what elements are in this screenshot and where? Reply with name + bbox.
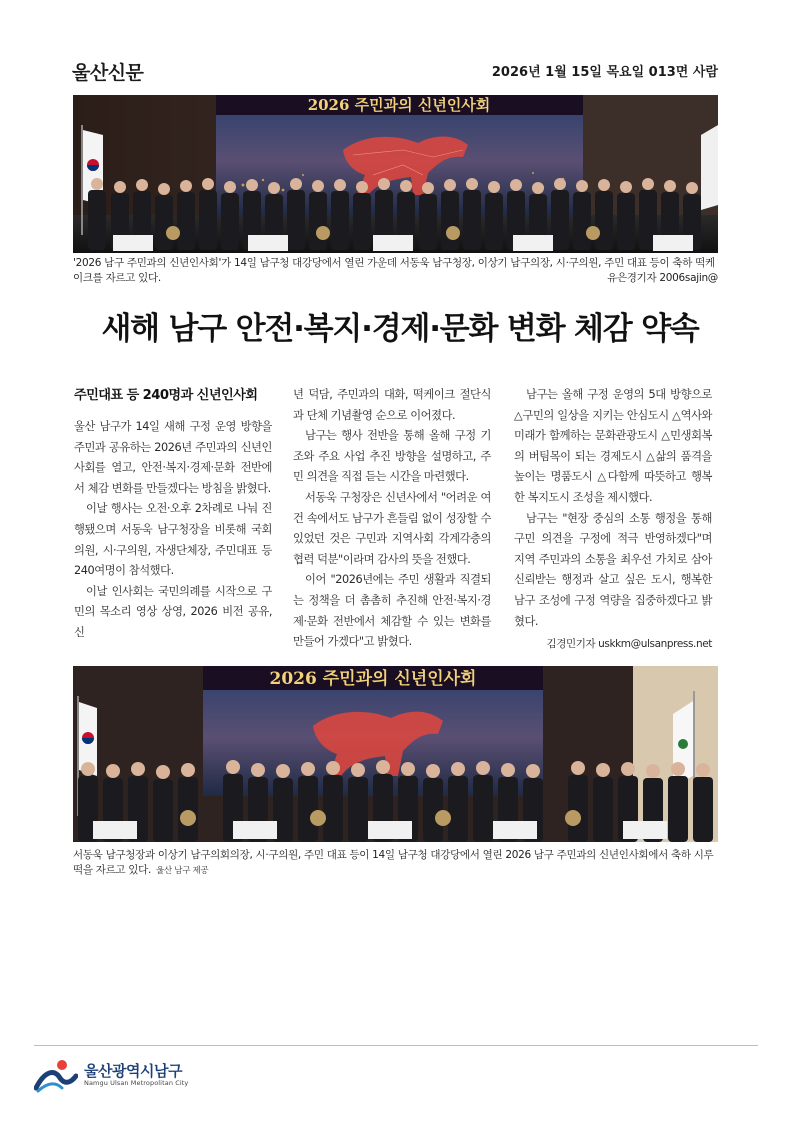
paragraph: 울산 남구가 14일 새해 구정 운영 방향을 주민과 공유하는 2026년 주민과의 신년인사회를 열고, 안전·복지·경제·문화 전반에서 체감 변화를 만들겠다는 방침을 밝혔다. <box>74 420 272 495</box>
paragraph: 이어 "2026년에는 주민 생활과 직결되는 정책을 더 촘촘히 추진해 안전·복지·경제·문화 전반에서 체감할 수 있는 변화를 만들어 가겠다"고 밝혔다. <box>293 573 491 649</box>
district-flag-icon <box>701 125 718 210</box>
article-column-3 <box>514 385 712 655</box>
issue-info: 2026년 1월 15일 목요일 013면 사람 <box>491 65 718 80</box>
organization-name-english: Namgu Ulsan Metropolitan City <box>84 1079 189 1087</box>
paragraph: 남구는 "현장 중심의 소통 행정을 통해 구민 의견을 구정에 적극 반영하겠다"며 지역 주민과의 소통을 최우선 가치로 삼아 신뢰받는 행정과 살고 싶은 도시, 행복한 남구 조성에 구정 역량을 집중하겠다고 밝혔다. <box>514 511 712 628</box>
paragraph: 이날 행사는 오전·오후 2차례로 나눠 진행됐으며 서동욱 남구청장을 비롯해 국회의원, 시·구의원, 자생단체장, 주민대표 등 240여명이 참석했다. <box>74 502 272 578</box>
photo-caption-top <box>73 256 718 286</box>
event-photo-top <box>73 95 718 253</box>
namgu-logo-icon <box>34 1058 78 1094</box>
paragraph: 남구는 올해 구정 운영의 5대 방향으로 △구민의 일상을 지키는 안심도시 △역사와 미래가 함께하는 문화관광도시 △민생회복의 버팀목이 되는 경제도시 △삶의 품격을 높이는 명품도시 △다함께 따뜻하고 행복한 복지도시 조성을 제시했다. <box>514 388 712 504</box>
photo-credit: 울산 남구 제공 <box>156 866 209 876</box>
caption-text: '2026 남구 주민과의 신년인사회'가 14일 남구청 대강당에서 열린 가운데 서동욱 남구청장, 이상기 남구의장, 시·구의원, 주민 대표 등이 축하 떡케이크를 자르고 있다. <box>73 257 715 284</box>
event-photo-bottom <box>73 666 718 842</box>
banner-text: 2026 주민과의 신년인사회 <box>269 669 477 689</box>
paragraph: 남구는 행사 전반을 통해 올해 구정 기조와 주요 사업 추진 방향을 설명하고, 주민 의견을 직접 듣는 시간을 마련했다. <box>293 429 491 484</box>
photo-credit: 유은경기자 2006sajin@ <box>607 272 718 284</box>
organization-name: 울산광역시남구 <box>84 1062 182 1080</box>
article-column-2 <box>293 385 491 653</box>
footer-logo <box>34 1058 234 1098</box>
paragraph: 년 덕담, 주민과의 대화, 떡케이크 절단식과 단체 기념촬영 순으로 이어졌다. <box>293 388 491 422</box>
article-headline: 새해 남구 안전·복지·경제·문화 변화 체감 약속 <box>101 311 699 347</box>
banner-text: 2026 주민과의 신년인사회 <box>307 96 491 114</box>
caption-text: 서동욱 남구청장과 이상기 남구의회의장, 시·구의원, 주민 대표 등이 14일 남구청 대강당에서 열린 2026 남구 주민과의 신년인사회에서 축하 시루떡을 자르고 있다. <box>73 849 714 876</box>
newspaper-name: 울산신문 <box>72 62 144 84</box>
footer-divider <box>34 1045 758 1046</box>
article-byline: 김경민기자 uskkm@ulsanpress.net <box>546 638 712 651</box>
paragraph: 이날 인사회는 국민의례를 시작으로 구민의 목소리 영상 상영, 2026 비전 공유, 신 <box>74 584 272 639</box>
paragraph: 서동욱 구청장은 신년사에서 "어려운 여건 속에서도 남구가 흔들림 없이 성장할 수 있었던 것은 구민과 지역사회 각계각층의 협력 덕분"이라며 감사의 뜻을 전했다. <box>293 490 491 566</box>
article-subhead: 주민대표 등 240명과 신년인사회 <box>74 388 258 403</box>
masthead <box>72 58 718 86</box>
photo-caption-bottom <box>73 848 718 879</box>
article-column-1 <box>74 385 272 644</box>
